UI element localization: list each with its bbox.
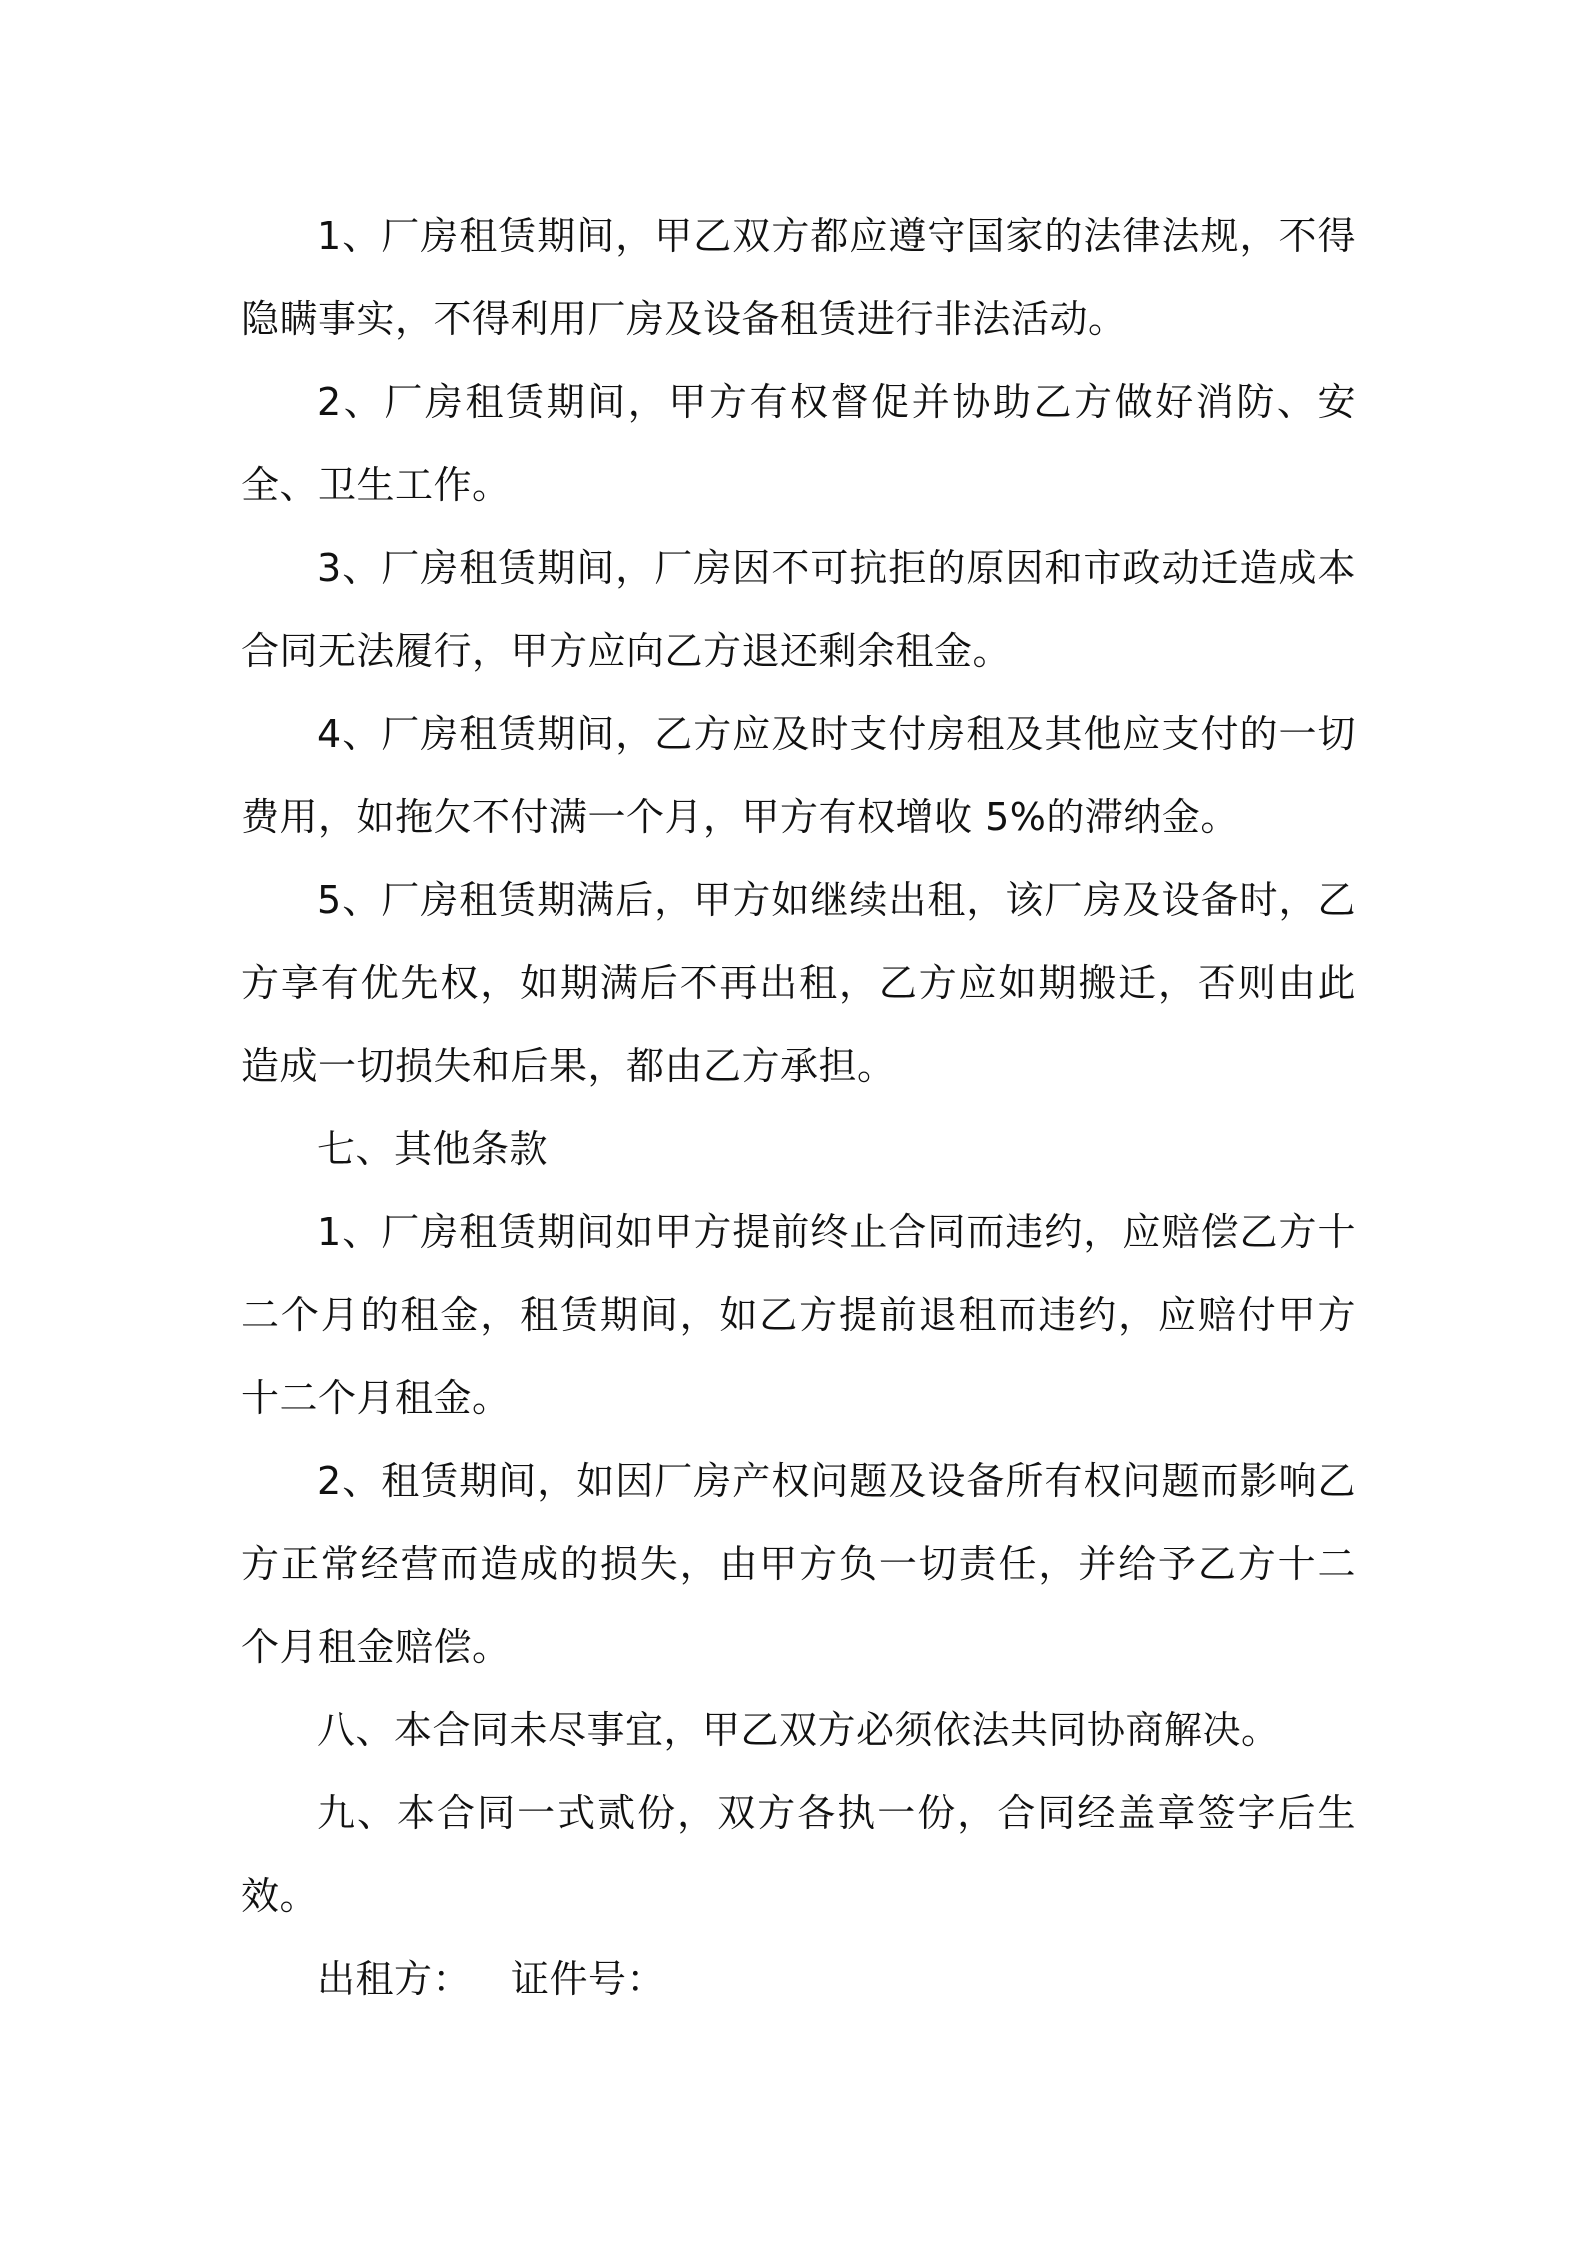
- clause-paragraph: 4、厂房租赁期间，乙方应及时支付房租及其他应支付的一切费用，如拖欠不付满一个月，甲方有权增收 5%的滞纳金。: [241, 712, 1356, 839]
- lessor-label: 出租方：: [317, 1957, 472, 2001]
- clause-paragraph: 2、厂房租赁期间，甲方有权督促并协助乙方做好消防、安全、卫生工作。: [241, 380, 1356, 507]
- clause-paragraph: 2、租赁期间，如因厂房产权问题及设备所有权问题而影响乙方正常经营而造成的损失，由甲方负一切责任，并给予乙方十二个月租金赔偿。: [241, 1459, 1356, 1669]
- signature-line: [241, 1938, 1356, 2021]
- clause-paragraph: 1、厂房租赁期间，甲乙双方都应遵守国家的法律法规，不得隐瞒事实，不得利用厂房及设备租赁进行非法活动。: [241, 214, 1356, 341]
- clause-paragraph: 3、厂房租赁期间，厂房因不可抗拒的原因和市政动迁造成本合同无法履行，甲方应向乙方退还剩余租金。: [241, 546, 1356, 673]
- clause-paragraph: 九、本合同一式贰份，双方各执一份，合同经盖章签字后生效。: [241, 1791, 1356, 1918]
- clause-paragraph: 5、厂房租赁期满后，甲方如继续出租，该厂房及设备时，乙方享有优先权，如期满后不再出租，乙方应如期搬迁，否则由此造成一切损失和后果，都由乙方承担。: [241, 878, 1356, 1088]
- document-body: [241, 195, 1356, 2021]
- section-heading: 七、其他条款: [317, 1127, 549, 1171]
- id-number-label: 证件号：: [511, 1957, 666, 2001]
- clause-paragraph: 八、本合同未尽事宜，甲乙双方必须依法共同协商解决。: [317, 1708, 1280, 1752]
- clause-paragraph: 1、厂房租赁期间如甲方提前终止合同而违约，应赔偿乙方十二个月的租金，租赁期间，如乙方提前退租而违约，应赔付甲方十二个月租金。: [241, 1210, 1356, 1420]
